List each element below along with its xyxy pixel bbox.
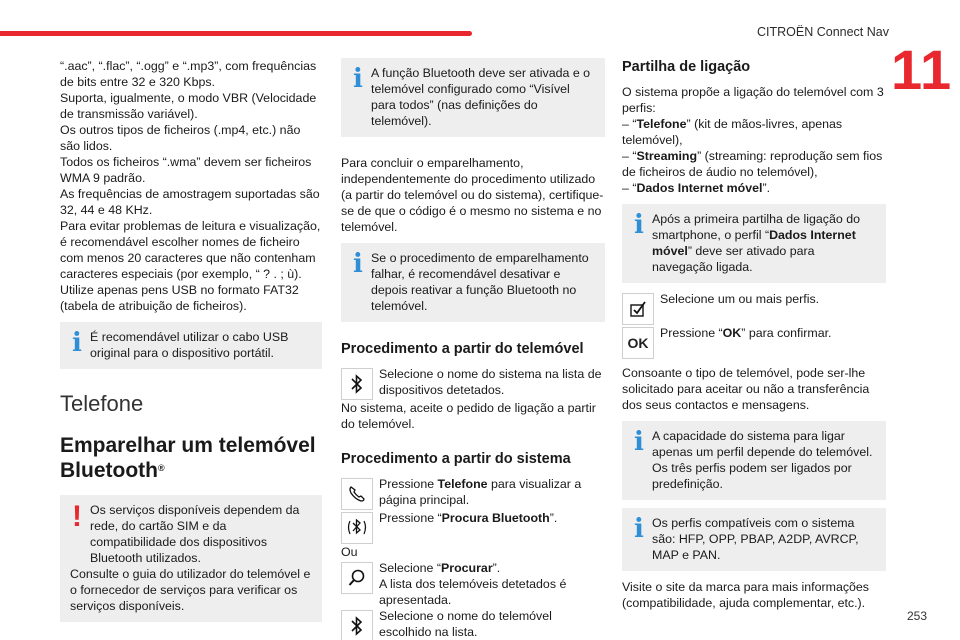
info-note bbox=[60, 322, 322, 369]
info-note bbox=[622, 204, 886, 283]
column-3 bbox=[622, 58, 886, 611]
step-text-part: Pressione “ bbox=[379, 511, 442, 525]
paragraph: Suporta, igualmente, o modo VBR (Velocidade de transmissão variável). bbox=[60, 91, 317, 121]
step-text-part: ” para confirmar. bbox=[741, 326, 832, 340]
step-text bbox=[341, 510, 605, 526]
note-text: Os serviços disponíveis dependem da rede, do cartão SIM e da compatibilidade dos dispositivos Bluetooth utilizados. bbox=[90, 503, 300, 565]
list-item-bold: Streaming bbox=[636, 149, 698, 163]
subheading: Procedimento a partir do telemóvel bbox=[341, 341, 584, 357]
list-item-part: – “ bbox=[622, 117, 637, 131]
note-text: A capacidade do sistema para ligar apenas um perfil depende do telemóvel. Os três perfis podem ser ligados por predefinição. bbox=[652, 429, 873, 491]
info-icon: i bbox=[353, 249, 363, 279]
list-item bbox=[622, 180, 886, 196]
heading bbox=[60, 433, 322, 483]
procedure-step bbox=[622, 291, 886, 325]
info-icon: i bbox=[72, 328, 82, 358]
list-item-part: ” (streaming: reprodução sem fios de ficheiros de áudio no telemóvel), bbox=[622, 149, 883, 179]
list-item-part: – “ bbox=[622, 149, 637, 163]
list-item bbox=[622, 148, 886, 180]
chapter-number: 11 bbox=[891, 38, 953, 101]
procedure-step bbox=[341, 608, 605, 640]
note-text-bold: Dados Internet móvel bbox=[652, 228, 856, 258]
bluetooth-icon bbox=[341, 610, 373, 640]
checkbox-icon bbox=[622, 293, 654, 325]
step-text-bold: Telefone bbox=[437, 477, 488, 491]
list-item-bold: Telefone bbox=[636, 117, 687, 131]
subheading: Procedimento a partir do sistema bbox=[341, 451, 571, 467]
step-text-part: para visualizar a página principal. bbox=[379, 477, 582, 507]
note-text: Consulte o guia do utilizador do telemóvel e o fornecedor de serviços para verificar os serviços disponíveis. bbox=[70, 567, 311, 613]
info-note bbox=[341, 58, 605, 137]
step-text bbox=[341, 476, 605, 508]
note-text-part: Após a primeira partilha de ligação do smartphone, o perfil “ bbox=[652, 212, 861, 242]
heading-text: Emparelhar um telemóvel Bluetooth bbox=[60, 434, 316, 482]
step-text: Selecione o nome do telemóvel escolhido na lista. bbox=[379, 609, 552, 639]
list-item-part: – “ bbox=[622, 181, 637, 195]
info-icon: i bbox=[634, 210, 644, 240]
column-1 bbox=[60, 58, 322, 630]
column-2 bbox=[341, 58, 605, 640]
info-icon: i bbox=[634, 514, 644, 544]
step-text-part: Pressione “ bbox=[660, 326, 723, 340]
paragraph: “.aac”, “.flac”, “.ogg” e “.mp3”, com frequências de bits entre 32 e 320 Kbps. bbox=[60, 59, 317, 89]
note-text: Os perfis compatíveis com o sistema são: HFP, OPP, PBAP, A2DP, AVRCP, MAP e PAN. bbox=[652, 516, 859, 562]
header-title: CITROËN Connect Nav bbox=[757, 25, 889, 39]
info-note bbox=[622, 421, 886, 500]
procedure-step bbox=[341, 476, 605, 510]
warning-icon: ! bbox=[72, 500, 82, 533]
list-item-part: ” (kit de mãos-livres, apenas telemóvel), bbox=[622, 117, 843, 147]
step-text: Selecione um ou mais perfis. bbox=[660, 292, 820, 306]
step-text-part: ”. bbox=[492, 561, 501, 575]
paragraph: O sistema propõe a ligação do telemóvel com 3 perfis: bbox=[622, 85, 884, 115]
registered-mark: ® bbox=[157, 463, 165, 473]
note-text: A função Bluetooth deve ser ativada e o telemóvel configurado como “Visível para todos” (nas definições do telemóvel). bbox=[371, 66, 591, 128]
step-text-bold: Procurar bbox=[441, 561, 493, 575]
step-text bbox=[622, 325, 886, 341]
procedure-step bbox=[341, 560, 605, 608]
note-text: É recomendável utilizar o cabo USB original para o dispositivo portátil. bbox=[90, 330, 289, 360]
bluetooth-search-icon bbox=[341, 512, 373, 544]
paragraph: Para concluir o emparelhamento, independentemente do procedimento utilizado (a partir do telemóvel ou do sistema), certifique-se de que o código é o mesmo no sistema e no telemóvel. bbox=[341, 156, 604, 234]
step-text-part: A lista dos telemóveis detetados é apresentada. bbox=[379, 577, 567, 607]
subheading: Partilha de ligação bbox=[622, 59, 751, 75]
page-number: 253 bbox=[907, 609, 928, 623]
header-accent-bar bbox=[0, 31, 472, 36]
search-icon bbox=[341, 562, 373, 594]
info-note bbox=[622, 508, 886, 571]
paragraph: Utilize apenas pens USB no formato FAT32 (tabela de atribuição de ficheiros). bbox=[60, 283, 299, 313]
warning-note bbox=[60, 495, 322, 622]
note-text bbox=[632, 211, 876, 275]
info-icon: i bbox=[634, 427, 644, 457]
ok-button-icon bbox=[622, 327, 654, 359]
paragraph: Consoante o tipo de telemóvel, pode ser-lhe solicitado para aceitar ou não a transferência dos seus contactos e mensagens. bbox=[622, 366, 870, 412]
step-text-part: Pressione bbox=[379, 477, 438, 491]
procedure-step bbox=[341, 510, 605, 544]
paragraph: Todos os ficheiros “.wma” devem ser ficheiros WMA 9 padrão. bbox=[60, 155, 312, 185]
info-note bbox=[341, 243, 605, 322]
info-icon: i bbox=[353, 64, 363, 94]
step-text: Selecione o nome do sistema na lista de dispositivos detetados. bbox=[379, 367, 602, 397]
paragraph: Visite o site da marca para mais informações (compatibilidade, ajuda complementar, etc.). bbox=[622, 580, 870, 610]
step-text-part: Selecione “ bbox=[379, 561, 441, 575]
procedure-step bbox=[341, 366, 605, 400]
ok-label: OK bbox=[627, 335, 649, 351]
step-text-bold: Procura Bluetooth bbox=[441, 511, 550, 525]
paragraph: Ou bbox=[341, 545, 358, 559]
list-item-bold: Dados Internet móvel bbox=[636, 181, 763, 195]
step-text-part: ”. bbox=[549, 511, 558, 525]
section-title: Telefone bbox=[60, 391, 144, 416]
note-text-part: ” deve ser ativado para navegação ligada. bbox=[652, 244, 815, 274]
procedure-step bbox=[622, 325, 886, 359]
paragraph: Para evitar problemas de leitura e visualização, é recomendável escolher nomes de ficheiro com menos 20 caracteres que não contenham caracteres especiais (por exemplo, “ ? . ; ù). bbox=[60, 219, 321, 281]
note-text: Se o procedimento de emparelhamento falhar, é recomendável desativar e depois reativar a função Bluetooth no telemóvel. bbox=[371, 251, 589, 313]
paragraph: As frequências de amostragem suportadas são 32, 44 e 48 KHz. bbox=[60, 187, 320, 217]
step-text bbox=[341, 560, 605, 608]
paragraph: No sistema, aceite o pedido de ligação a partir do telemóvel. bbox=[341, 401, 596, 431]
phone-icon bbox=[341, 478, 373, 510]
paragraph: Os outros tipos de ficheiros (.mp4, etc.) não são lidos. bbox=[60, 123, 301, 153]
step-text-bold: OK bbox=[722, 326, 742, 340]
list-item bbox=[622, 116, 886, 148]
bluetooth-icon bbox=[341, 368, 373, 400]
list-item-part: ”. bbox=[762, 181, 771, 195]
